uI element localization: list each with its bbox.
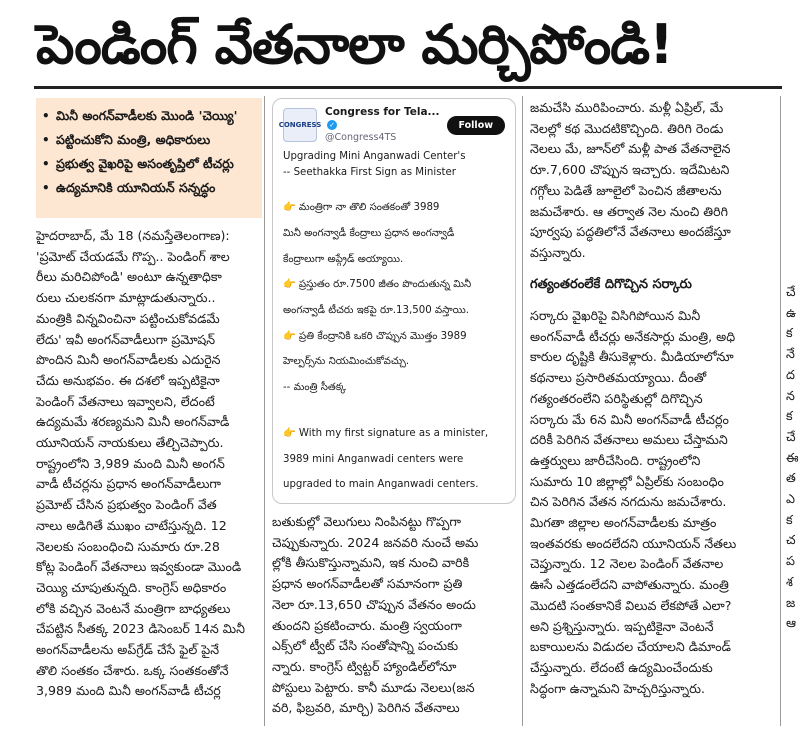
highlights-box <box>36 98 262 218</box>
tweet-line: కేంద్రాలుగా అప్గ్రేడ్ అయ్యాయి. <box>283 253 404 265</box>
article-line: వాడీ టీచర్లను ప్రధాన అంగన్‌వాడీలుగా <box>36 476 222 492</box>
cut-off-line: క <box>786 511 793 527</box>
article-line: సర్కారు మే 6న మినీ అంగన్‌వాడీ టీచర్లం <box>530 411 729 427</box>
tweet-account-name: Congress for Tela...✓ <box>325 106 440 129</box>
tweet-line: 👉 ప్రస్తుతం రూ.7500 జీతం పొందుతున్న మినీ <box>283 279 472 291</box>
article-line: పొందిన మినీ అంగన్‌వాడీలకు ఎదురైన <box>36 352 221 368</box>
cut-off-line: క <box>786 408 793 424</box>
article-line: లేదు' ఇవీ అంగన్‌వాడీలుగా ప్రమోషన్ <box>36 331 216 347</box>
section-subheading: గత్యంతరంలేకే దిగొచ్చిన సర్కారు <box>530 277 692 292</box>
cut-off-line: క <box>786 325 793 341</box>
article-line: ఇంతవరకు అందలేదని యూనియన్ నేతలు <box>530 535 737 551</box>
article-line: ఊసే ఎత్తడంలేదని వాపోతున్నారు. మంత్రి <box>530 577 729 593</box>
cut-off-line: త <box>786 470 796 486</box>
bullet-icon: • <box>42 157 50 171</box>
tweet-line: హెల్పర్స్‌ను నియమించుకోవచ్చు. <box>283 356 410 368</box>
highlight-text: ఉద్యమానికి యూనియన్ సన్నద్ధం <box>56 180 216 195</box>
tweet-telugu-text <box>283 200 505 395</box>
article-line: సిద్ధంగా ఉన్నామని హెచ్చరిస్తున్నారు. <box>530 680 705 696</box>
article-line: తుందని ప్రకటించారు. మంత్రి స్వయంగా <box>272 617 462 633</box>
article-line: గత్యంతరంలేని పరిస్థితుల్లో దిగొచ్చిన <box>530 390 703 406</box>
article-line: మిగతా జిల్లాల అంగన్‌వాడీలకు మాత్రం <box>530 515 717 531</box>
article-line: అంగన్‌వాడీలను అప్‌గ్రేడ్ చేసే ఫైల్ పైనే <box>36 642 220 658</box>
tweet-line: 👉 మంత్రిగా నా తొలి సంతకంతో 3989 <box>283 202 440 214</box>
highlight-item <box>42 132 256 148</box>
headline: పెండింగ్ వేతనాలా మర్చిపోండి! <box>36 13 673 76</box>
article-line: పోస్టులు పెట్టారు. కానీ మూడు నెలలు(జన <box>272 679 475 695</box>
bullet-icon: • <box>42 133 50 147</box>
column-2 <box>272 512 516 719</box>
verified-badge-icon: ✓ <box>327 120 337 130</box>
article-line: పూర్వపు పద్ధతిలోనే వేతనాలు అందజేస్తూ <box>530 224 731 240</box>
headline-rule <box>34 86 782 89</box>
article-line: బకాయిలను విడుదల చేయాలని డిమాండ్ <box>530 639 731 655</box>
cut-off-line: నే <box>786 346 795 362</box>
tweet-line <box>283 503 505 504</box>
article-line: కథనాలు ప్రసారితమయ్యాయి. దీంతో <box>530 370 707 386</box>
cut-off-line: న <box>786 387 795 403</box>
cut-off-line: ఉ <box>786 304 797 320</box>
cut-off-line: చే <box>786 284 796 299</box>
article-line: వరి, ఫిబ్రవరి, మార్చి) పెరిగిన వేతనాలు <box>272 700 460 716</box>
article-line: చెప్పుకున్నారు. 2024 జనవరి నుంచే అమ <box>272 534 479 550</box>
cut-off-line: జ <box>786 594 796 610</box>
article-line: బతుకుల్లో వెలుగులు నింపినట్టు గొప్పగా <box>272 514 461 529</box>
tweet-line: 👉 ప్రతి కేంద్రానికి ఒకరి చొప్పున మొత్తం 3989 <box>283 330 467 342</box>
bullet-icon: • <box>42 181 50 195</box>
bullet-icon: • <box>42 109 50 123</box>
article-line: రులు చులకనగా మాట్లాడుతున్నారు.. <box>36 290 216 306</box>
cut-off-line: శ <box>786 573 793 589</box>
article-line: చెప్తున్నారు. 12 నెలల పెండింగ్ వేతనాల <box>530 556 724 572</box>
highlight-text: పట్టించుకోని మంత్రి, అధికారులు <box>56 132 211 147</box>
cut-off-line: ఈ <box>786 449 799 465</box>
article-line: కోట్ల పెండింగ్ వేతనాలు ఇవ్వకుండా మొండి <box>36 559 242 575</box>
tweet-title: Upgrading Mini Anganwadi Center's <box>283 151 466 162</box>
tweet-english-text <box>283 426 505 504</box>
article-line: యూనియన్ నాయకులు తేల్చిచెప్పారు. <box>36 435 224 451</box>
article-line: ప్రధాన అంగన్‌వాడీలతో సమానంగా ప్రతి <box>272 576 463 592</box>
cut-off-line: ఎ <box>786 491 795 507</box>
article-line: ఉత్తర్వులు జారీచేసింది. రాష్ట్రంలోని <box>530 452 701 468</box>
article-line: రీలు మరిచిపోండి' అంటూ ఉన్నతాధికా <box>36 269 222 285</box>
article-line: రూ.7,600 చొప్పున ఇచ్చారు. ఇదేమిటని <box>530 162 730 178</box>
tweet-line: మినీ అంగన్వాడీ కేంద్రాలు ప్రధాన అంగన్వాడీ <box>283 227 455 239</box>
cut-off-line: ప <box>786 553 795 569</box>
congress-logo-icon: CONGRESS <box>283 108 317 142</box>
article-line: గగ్గోలు పెడితే జూలైలో పెంచిన జీతాలను <box>530 182 722 198</box>
column-3-top <box>530 98 774 264</box>
column-1 <box>36 226 260 702</box>
cut-off-line: ద <box>786 366 795 382</box>
article-line: చేపట్టిన సీతక్క 2023 డిసెంబర్ 14న మినీ <box>36 621 245 637</box>
article-line: కారుల దృష్టికి తీసుకెళ్లారు. మీడియాలోనూ <box>530 349 734 365</box>
tweet-line: అంగన్వాడీ టీచరు ఇకపై రూ.13,500 వస్తాయి. <box>283 304 470 316</box>
next-article-edge <box>786 282 800 634</box>
article-line: అని ప్రశ్నిస్తున్నారు. ఇప్పటికైనా వెంటనే <box>530 618 714 634</box>
article-line: అంగన్‌వాడీ టీచర్లు అనేకసార్లు మంత్రి, అధి <box>530 328 736 344</box>
article-line: నాలు అడిగితే ముఖం చాటేస్తున్నది. 12 <box>36 517 227 533</box>
article-line: నెలా రూ.13,650 చొప్పున వేతనం అందు <box>272 596 476 612</box>
article-line: ల్లోకి తీసుకొస్తున్నామని, ఇక నుంచి వారికి <box>272 555 470 571</box>
article-line: చిన పెరిగిన వేతన నగదును జమచేశారు. <box>530 494 727 510</box>
tweet-line: -- మంత్రి సీతక్క <box>283 382 347 393</box>
article-line: తొలి సంతకం చేశారు. ఒక్క సంతకంతోనే <box>36 662 229 678</box>
article-line: చేదు అనుభవం. ఈ దశలో ఇప్పటికైనా <box>36 372 220 388</box>
article-line: చేస్తున్నారు. లేదంటే ఉద్యమించేందుకు <box>530 659 713 675</box>
column-divider <box>522 96 523 726</box>
article-line: ఉద్యమమే శరణ్యమని మినీ అంగన్‌వాడీ <box>36 414 230 430</box>
article-line: సర్కారు వైఖరిపై విసిగిపోయిన మినీ <box>530 308 701 323</box>
article-line: పెండింగ్ వేతనాలు ఇవ్వాలని, లేదంటే <box>36 393 215 409</box>
article-line: హైదరాబాద్, మే 18 (నమస్తేతెలంగాణ): <box>36 228 230 243</box>
tweet-line: 3989 mini Anganwadi centers were <box>283 453 464 465</box>
article-line: 'ప్రమోట్ చేయడమే గొప్ప.. పెండింగ్ శాల <box>36 248 230 264</box>
embedded-tweet <box>272 98 516 504</box>
article-line: జమచేసి మురిపించారు. మళ్లీ ఏప్రిల్, మే <box>530 100 724 115</box>
highlight-item <box>42 156 256 172</box>
article-line: 3,989 మంది మినీ అంగన్‌వాడీ టీచర్ల <box>36 683 221 699</box>
article-line: ఎక్స్‌లో ట్వీట్ చేసి సంతోషాన్ని పంచుకు <box>272 638 459 654</box>
tweet-line: upgraded to main Anganwadi centers. <box>283 479 479 491</box>
column-divider <box>780 96 781 726</box>
highlight-text: ప్రభుత్వ వైఖరిపై అసంతృప్తిలో టీచర్లు <box>56 156 234 171</box>
article-line: సుమారు 10 జిల్లాల్లో ఏప్రిల్‌కు సంబంధిం <box>530 473 724 489</box>
article-line: ప్రమోట్ చేసిన ప్రభుత్వం పెండింగ్ వేత <box>36 497 217 513</box>
highlight-item <box>42 180 256 196</box>
column-divider <box>264 96 265 726</box>
article-line: నెలలు మే, జూన్‌లో మళ్లీ పాత వేతనాలైన <box>530 141 731 157</box>
article-line: న్నారు. కాంగ్రెస్ ట్విట్టర్ హ్యాండిల్‌లోనూ <box>272 658 457 674</box>
cut-off-line: చ <box>786 532 796 548</box>
article-line: దరికీ పెరిగిన వేతనాలు అమలు చేస్తామని <box>530 432 728 448</box>
article-line: మొదటి సంతకానికే విలువ లేకపోతే ఎలా? <box>530 597 732 613</box>
article-line: జమచేశారు. ఆ తర్వాత నెల నుంచి తిరిగి <box>530 203 728 219</box>
highlight-text: మినీ అంగన్‌వాడీలకు మొండి 'చెయ్యి' <box>56 108 238 123</box>
article-line: నెలలకు సంబంధించి సుమారు రూ.28 <box>36 538 220 554</box>
article-line: మంత్రికి విన్నవించినా పట్టించుకోవడమే <box>36 310 220 326</box>
column-3-bottom <box>530 306 774 699</box>
tweet-line: 👉 With my first signature as a minister, <box>283 427 489 439</box>
highlight-item <box>42 108 256 124</box>
article-line: నెలల్లో కథ మొదటికొచ్చింది. తిరిగి రెండు <box>530 120 724 136</box>
cut-off-line: చే <box>786 428 796 444</box>
article-line: లోకి వచ్చిన వెంటనే మంత్రిగా బాధ్యతలు <box>36 600 231 616</box>
tweet-subtitle: -- Seethakka First Sign as Minister <box>283 166 456 178</box>
article-line: రాష్ట్రంలోని 3,989 మంది మినీ అంగన్ <box>36 455 225 471</box>
tweet-handle: @Congress4TS <box>325 132 397 143</box>
follow-button[interactable]: Follow <box>447 116 505 135</box>
article-line: వస్తున్నారు. <box>530 244 586 260</box>
cut-off-line: ఆ <box>786 615 797 631</box>
article-line: చెయ్యి చూపుతున్నది. కాంగ్రెస్ అధికారం <box>36 579 227 595</box>
